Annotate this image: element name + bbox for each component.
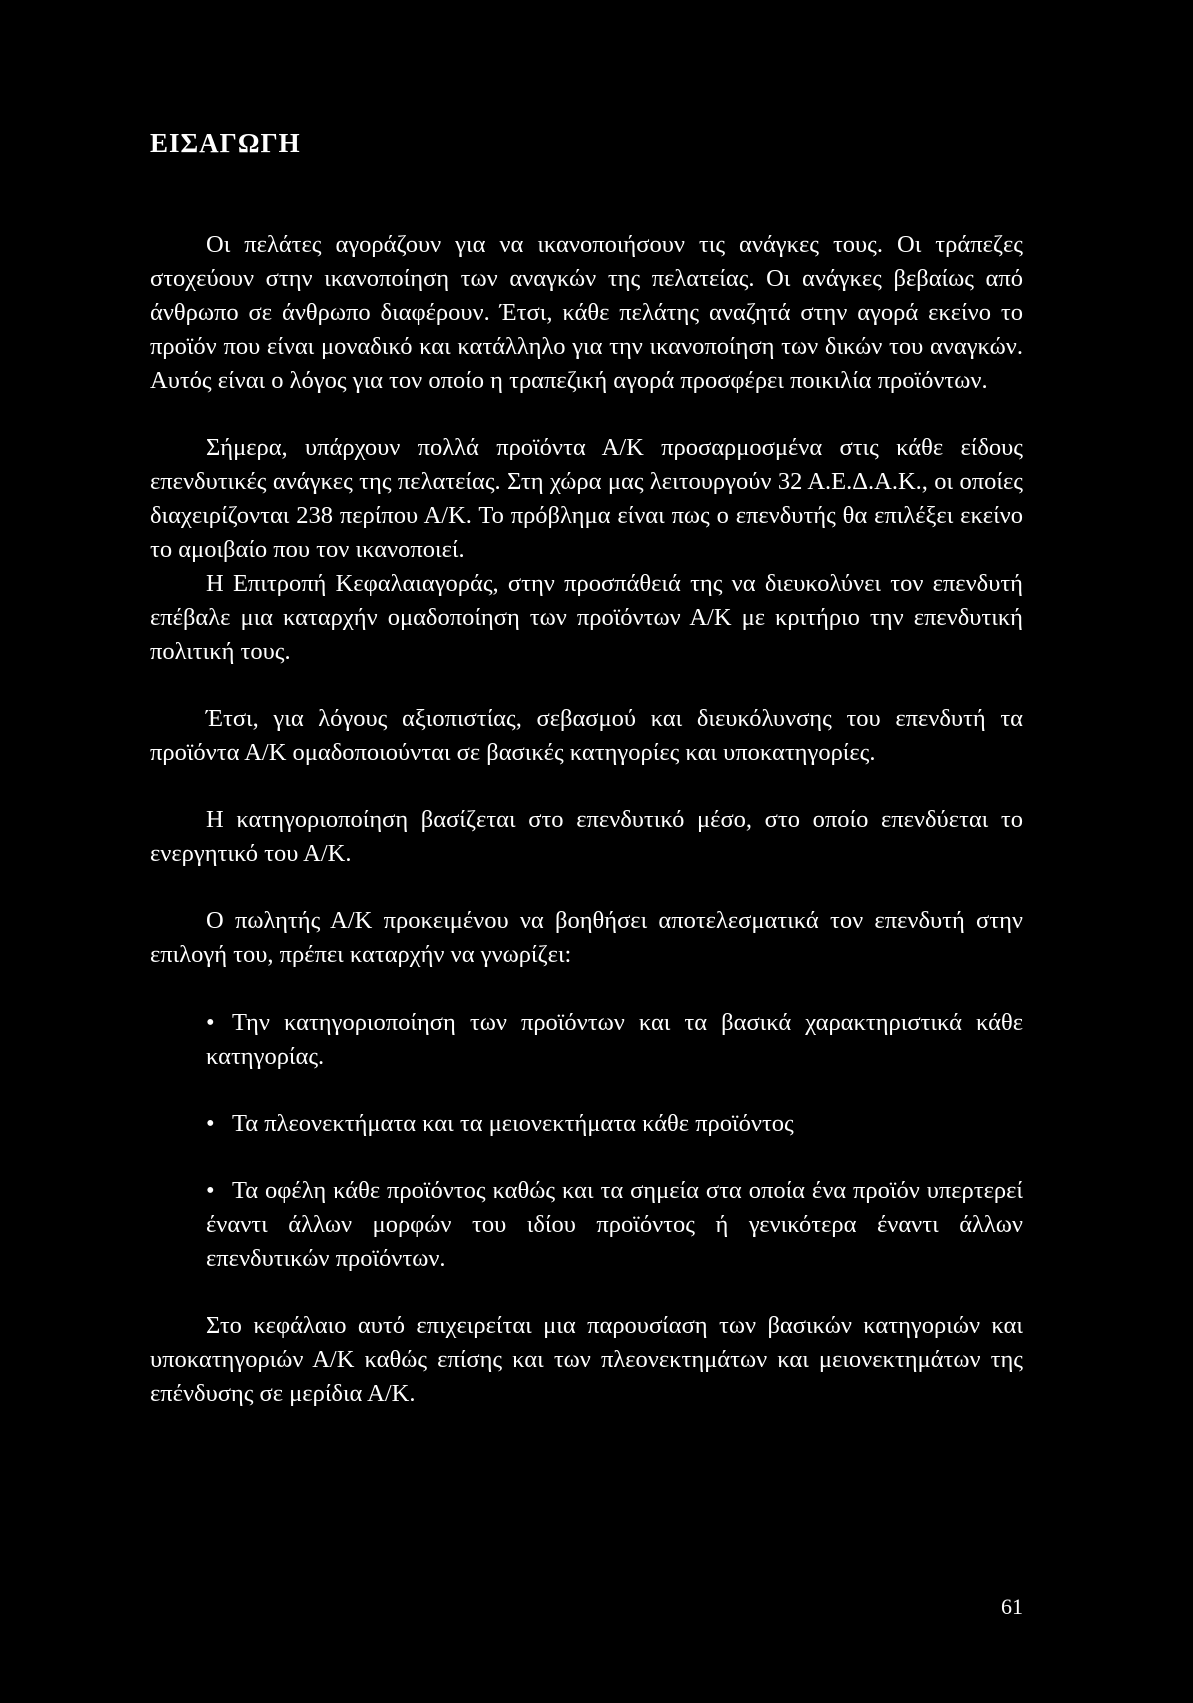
paragraph-products-today: Σήμερα, υπάρχουν πολλά προϊόντα Α/Κ προσαρμοσμένα στις κάθε είδους επενδυτικές ανάγκες της πελατείας. Στη χώρα μας λειτουργούν 32 Α.Ε.Δ.Α.Κ., οι οποίες διαχειρίζονται 238 περίπου Α/Κ. Το πρόβλημα είναι πως ο επενδυτής θα επιλέξει εκείνο το αμοιβαίο που τον ικανοποιεί. xyxy=(150,434,1023,563)
paragraph-chapter-overview: Στο κεφάλαιο αυτό επιχειρείται μια παρουσίαση των βασικών κατηγοριών και υποκατηγοριών Α/Κ καθώς επίσης και των πλεονεκτημάτων και μειονεκτημάτων της επένδυσης σε μερίδια Α/Κ. xyxy=(150,1312,1023,1407)
paragraph-intro: Οι πελάτες αγοράζουν για να ικανοποιήσουν τις ανάγκες τους. Οι τράπεζες στοχεύουν στην ικανοποίηση των αναγκών της πελατείας. Οι ανάγκες βεβαίως από άνθρωπο σε άνθρωπο διαφέρουν. Έτσι, κάθε πελάτης αναζητά στην αγορά εκείνο το προϊόν που είναι μοναδικό και κατάλληλο για την ικανοποίηση των δικών του αναγκών. Αυτός είναι ο λόγος για τον οποίο η τραπεζική αγορά προσφέρει ποικιλία προϊόντων. xyxy=(150,231,1023,394)
paragraph-seller-knowledge: Ο πωλητής Α/Κ προκειμένου να βοηθήσει αποτελεσματικά τον επενδυτή στην επιλογή του, πρέπει καταρχήν να γνωρίζει: xyxy=(150,907,1023,968)
bullet-marker: • xyxy=(206,1177,215,1204)
bullet-item-text: Τα οφέλη κάθε προϊόντος καθώς και τα σημεία στα οποία ένα προϊόν υπερτερεί έναντι άλλων μορφών του ιδίου προϊόντος ή γενικότερα έναντι άλλων επενδυτικών προϊόντων. xyxy=(206,1177,1023,1272)
bullet-marker: • xyxy=(206,1009,215,1036)
body-text xyxy=(150,228,1023,1411)
bullet-item xyxy=(206,1174,1023,1276)
paragraph-capital-market-committee: Η Επιτροπή Κεφαλαιαγοράς, στην προσπάθειά της να διευκολύνει τον επενδυτή επέβαλε μια καταρχήν ομαδοποίηση των προϊόντων Α/Κ με κριτήριο την επενδυτική πολιτική τους. xyxy=(150,570,1023,665)
bullet-item xyxy=(206,1006,1023,1074)
bullet-item-text: Τα πλεονεκτήματα και τα μειονεκτήματα κάθε προϊόντος xyxy=(232,1110,794,1137)
paragraph-categorization-basis: Η κατηγοριοποίηση βασίζεται στο επενδυτικό μέσο, στο οποίο επενδύεται το ενεργητικό του Α/Κ. xyxy=(150,806,1023,867)
paragraph-grouping: Έτσι, για λόγους αξιοπιστίας, σεβασμού και διευκόλυνσης του επενδυτή τα προϊόντα Α/Κ ομαδοποιούνται σε βασικές κατηγορίες και υποκατηγορίες. xyxy=(150,705,1023,766)
knowledge-bullet-list xyxy=(206,1006,1023,1276)
bullet-marker: • xyxy=(206,1110,215,1137)
page-number: 61 xyxy=(1001,1594,1023,1619)
section-title: ΕΙΣΑΓΩΓΗ xyxy=(150,128,301,158)
bullet-item xyxy=(206,1107,1023,1141)
bullet-item-text: Την κατηγοριοποίηση των προϊόντων και τα βασικά χαρακτηριστικά κάθε κατηγορίας. xyxy=(206,1009,1023,1070)
